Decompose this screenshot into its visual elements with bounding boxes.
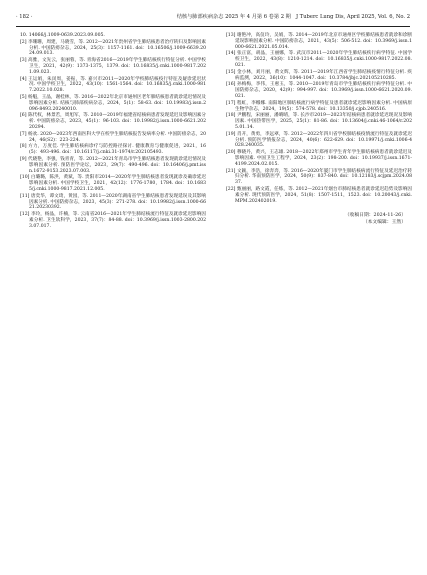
reference-item: [21] 文颖，李浩，徐奔奔，等. 2016—2020年厦门市学生肺结核病流行特征及延迟治疗转归分析. 华南预防医学，2024，50(9)：837-840. doi：10.12183/j.scjpm.2024.0837. [226, 168, 412, 186]
received-date: （收稿日期：2024-11-26） [344, 213, 406, 219]
reference-item: [8] 方力，万度佳. 学生肺结核病诊疗与防控路径探讨. 健康教育与健康促进，2021，16(5)：493-496. doi：10.16117/j.cnki.31-1974/r.202105493. [20, 144, 206, 156]
reference-item: [20] 穆晓丹，黄兴，王志雄. 2018—2022年郑州市学生青年学生肺结核病患者就诊延迟及影响因素. 中国卫生工程学，2024，23(2)：198-200. doi：10.19937/j.issn.1671-4199.2024.02.015. [226, 150, 412, 167]
reference-item: [12] 李玲，杨晶，许楠，等. 云南省2016—2021年学生肺结核流行特征及就诊延迟影响因素分析. 卫生软科学，2023，37(7)：84-88. doi：10.3969/j.issn.1003-2800.2023.07.017. [20, 212, 206, 229]
reference-item: [18] 尹鹏程，宋丽丽，潘晴晴，等. 长沙市2019—2023年结核病患者就诊延迟现况及影响因素. 中国热带医学，2025，25(1)：81-86. doi：10.13604/j.cnki.46-1064/r.2025.01.14. [226, 113, 412, 130]
journal-running-title: 结核与肺部疾病杂志 2025 年 4 月第 6 卷第 2 期 J Tuberc Lung Dis, April 2025, Vol. 6, No. 2 [176, 14, 410, 20]
reference-item: [10] 白璐璐，陈洪，黄斌，等. 贵阳市2014—2020年学生肺结核患者发现就诊及确诊延迟影响因素分析. 中国学校卫生，2021，42(12)：1776-1780，1784. doi：10.16835/j.cnki.1000-9817.2021.12.005. [20, 175, 206, 192]
reference-item: [4] 王运娟，朱闵周，姜振，等. 嘉兴市2011—2020年学校肺结核疫行特征及疑诊延迟状况. 中国学校卫生，2022，43(10)：1561-1564. doi：10.16835/j.cnki.1000-9817.2022.10.028. [20, 76, 206, 94]
references-right-column [226, 33, 412, 226]
reference-item: [14] 张正富，胡晶，王丽娜，等. 武汉市2011—2020年学生肺结核疾行病学特征. 中国学校卫生，2022，43(8)：1210-1214. doi：10.16835/j.cnki.1000-9817.2022.08.021. [226, 51, 412, 68]
header-divider [16, 26, 410, 27]
reference-item: [19] 肖开，黄勇，李远翠，等. 2012—2022年四川省学校肺结核疫情流行特征及就诊延迟分析. 预防医学情报杂志，2024，40(6)：622-629. doi：10.19971/j.cnki.1006-4028.240035. [226, 131, 412, 149]
reference-item: [5] 杨魁，王晶，谢桂林，等. 2016—2022年北京市通州区老年肺结核患者就诊延迟情况及影响因素分析. 结核与肺部疾病杂志，2024，5(1)：58-63. doi：10.19983/j.issn.2096-8493.20240010. [20, 94, 206, 112]
reference-item: [17] 程虹，李娜娜. 南阳地区肺结核流行病学特征及患者就诊延迟影响因素分析. 中国病原生物学杂志，2024，19(5)：574-578. doi：10.13350/j.cjpb.240516. [226, 100, 412, 112]
reference-item: [13] 谢艳冲，高仪玲，吴娟，等. 2014—2019年北京市通州区学校肺结核患者就诊和诊断延误影响因素分析. 中国防痨杂志，2021，43(5)：506-512. doi：10.3969/j.issn.1000-6621.2021.05.014. [226, 33, 412, 50]
reference-item: [7] 杨欢. 2020—2023年西南医科大学在校学生肺结核报告发病率分析. 中国防痨杂志，2024，46(S2)：223-224. [20, 131, 206, 143]
references-left-column [20, 33, 206, 231]
reference-item: [2] 李珊珊，周建，马晓雪，等. 2012—2021年贵州省学生肺结核患者治疗转归及影响因素分析. 中国防痨杂志，2024，25(3)：1157-1161. doi：10.16506/j.1009-6639.2024.09.013. [20, 39, 206, 57]
reference-item: [3] 高雅，文先云，张丽蓉，等. 青海省2016—2019年学生肺结核疾行特征分析. 中国学校卫生，2021，42(9)：1373-1375，1379. doi：10.16835/j.cnki.1000-9817.2021.09.023. [20, 58, 206, 75]
reference-item: [15] 金小林，刘月丽，黄文辉，等. 2011—2019年江西省学生肺结核疫情行特征分析. 疾病监测，2022，36(10)：1044-1047. doi：10.3784/jbjc.202105210285. [226, 69, 412, 81]
reference-item: [6] 陈代权，林景若，周旭军，等. 2010—2019年福建省结核病患者发现延迟及影响因素分析. 中国防痨杂志，2023，45(1)：96-103. doi：10.19982/j.issn.1000-6621.20220294. [20, 113, 206, 130]
reference-item: 10. 14066/j.1009-0639.2023.09.005. [20, 33, 105, 38]
editor-note: （本文编辑：王然） [362, 220, 406, 226]
page-header [16, 10, 410, 24]
reference-item: [11] 唐奕华，谭文琦，黄园，等. 2011—2020年湖南省学生肺结核患者发现延误及其影响因素分析. 中国防痨杂志，2023，45(3)：271-278. doi：10.19982/j.issn.1000-6621.20230392. [20, 193, 206, 211]
reference-item: [9] 代晓艳，李强，钱青青，等. 2012—2021年青岛市学生肺结核患者发现就诊延迟情况及影响因素分析. 预防医学论坛，2023，29(7)：490-496. doi：10.16406/j.pmt.issn.1672-9153.2023.07.003. [20, 156, 206, 174]
reference-item: [22] 甄丽丽，路文霞，任练，等. 2012—2021年烟台市肺结核患者就诊延迟趋势及影响因素分析. 现代预防医学，2024，51(8)：1507-1511，1523. doi：10.20043/j.cnki.MPM.202402019. [226, 186, 412, 204]
page-number: · 182 · [16, 14, 33, 20]
reference-item: [16] 孙梅梅，李伟，王惠玉，等. 2010—2019年青岛市学生肺结核疾行病学特征分析. 中国防痨杂志，2020，42(9)：994-997. doi：10.3969/j.issn.1000-6621.2020.09.021. [226, 82, 412, 99]
